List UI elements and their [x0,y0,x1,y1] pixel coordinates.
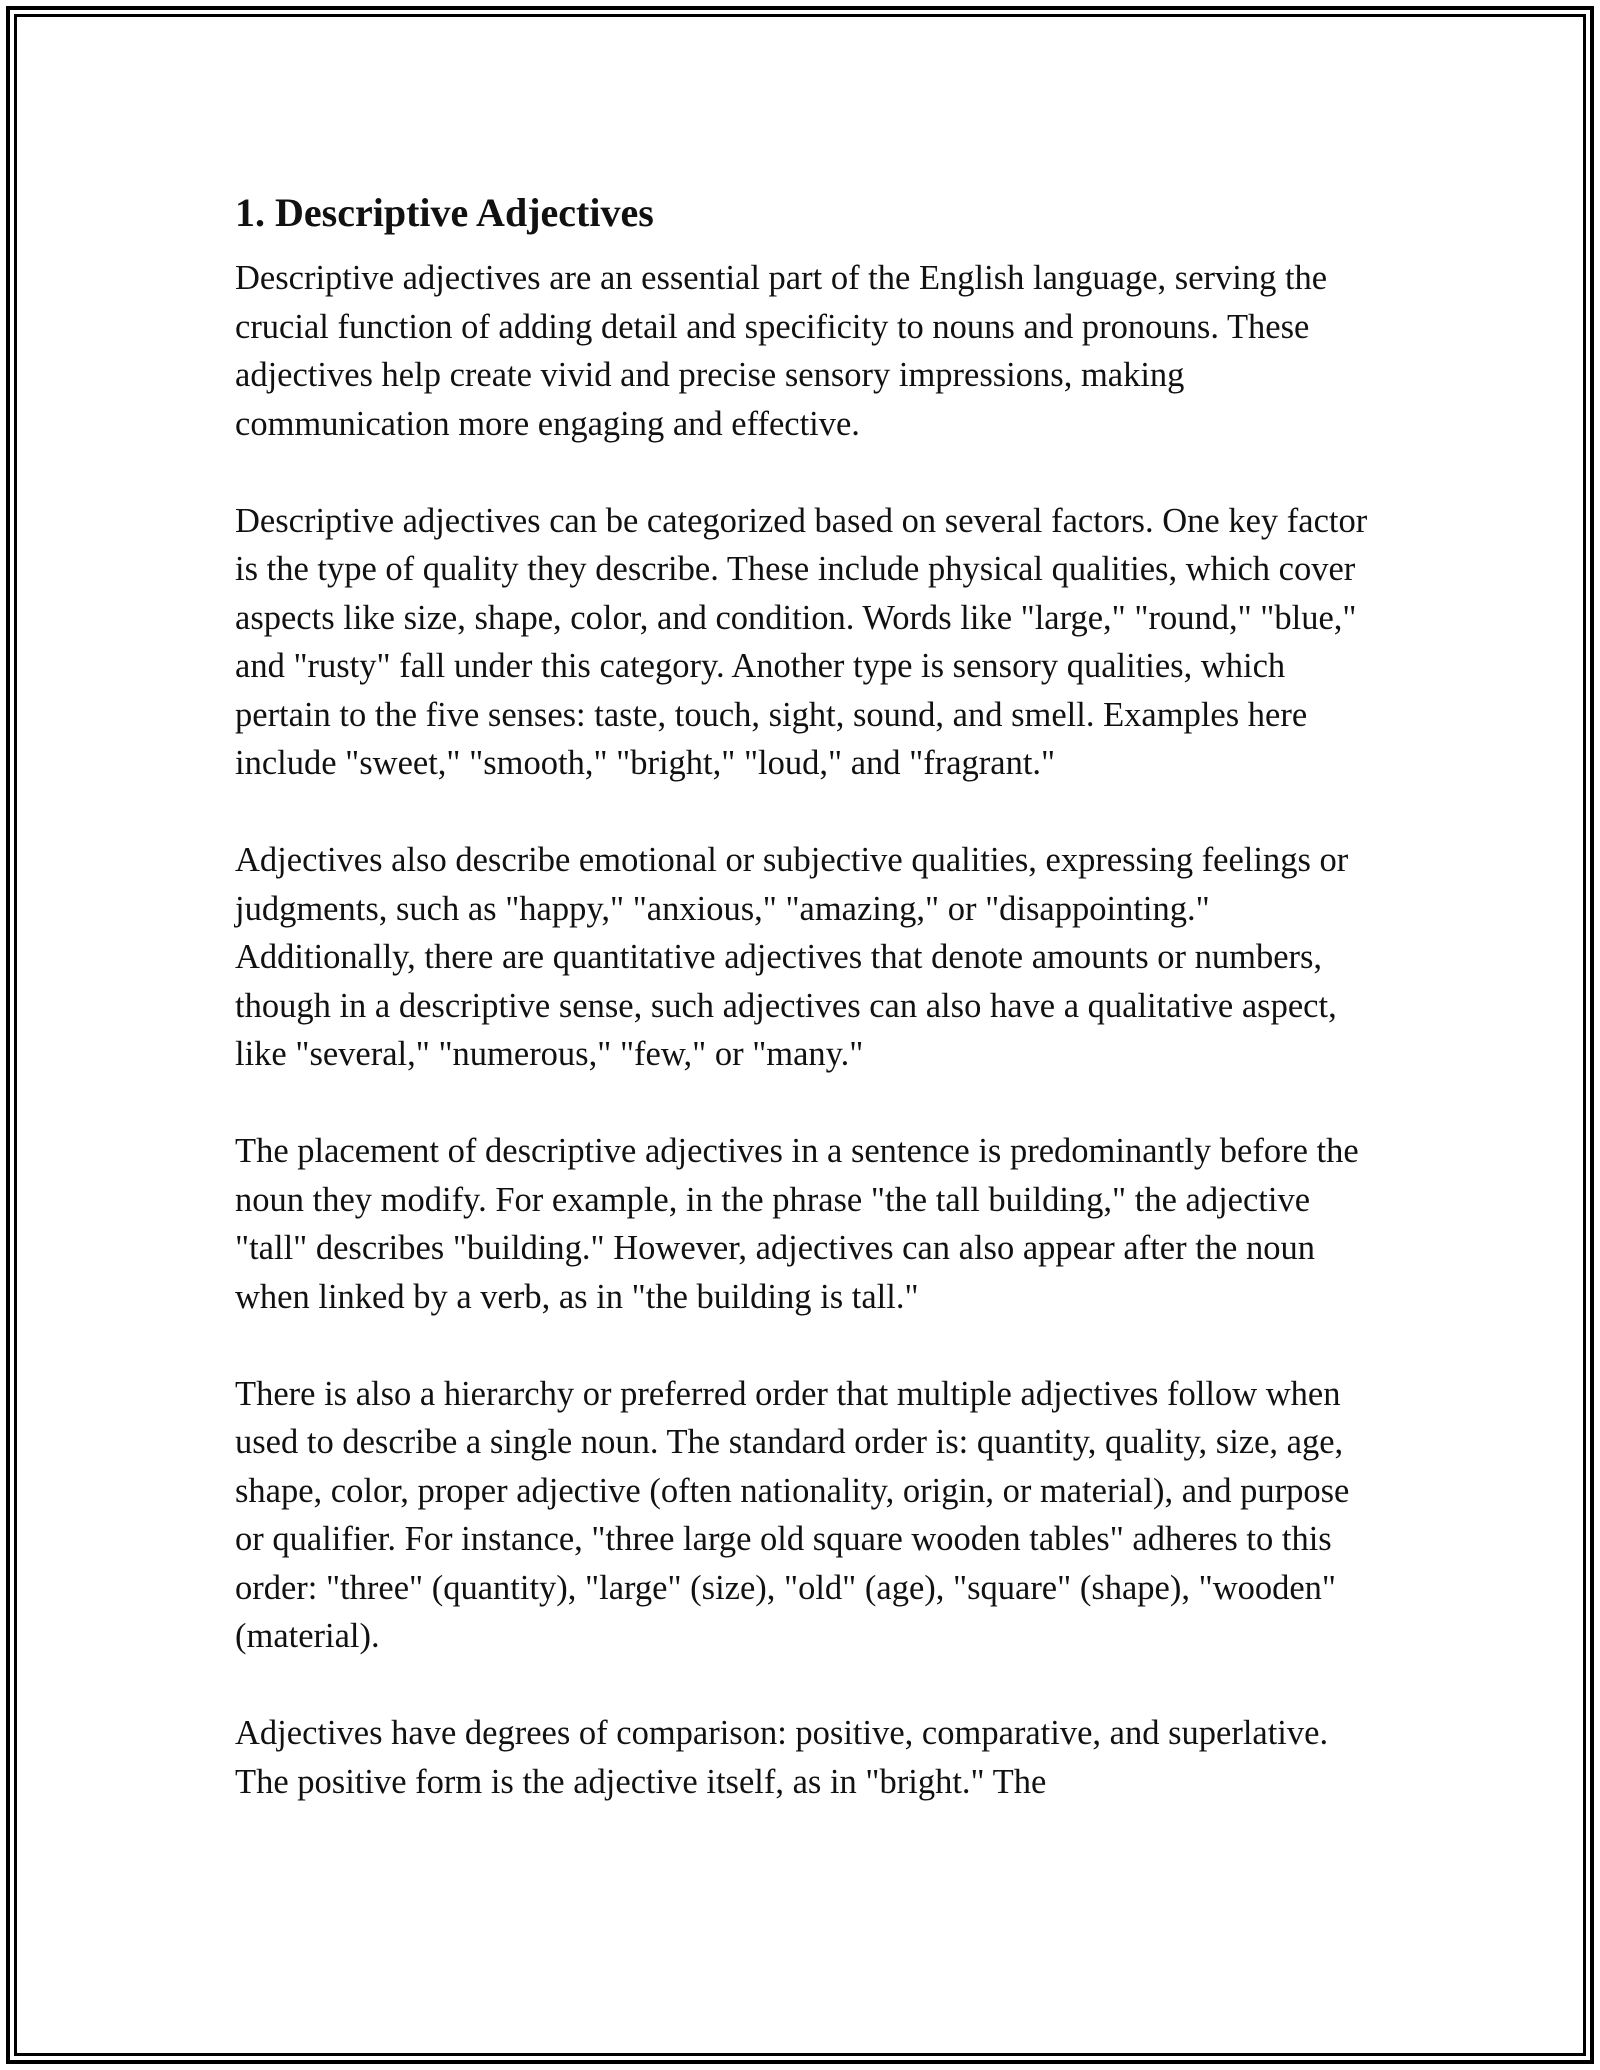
paragraph-placement: The placement of descriptive adjectives in a sentence is predominantly before the noun they modify. For example, in the phrase "the tall building," the adjective "tall" describes "building." However, adjectives can also appear after the noun when linked by a verb, as in "the building is tall." [235,1132,1359,1316]
paragraph-comparison: Adjectives have degrees of comparison: positive, comparative, and superlative. The positive form is the adjective itself, as in "bright." The [235,1714,1329,1801]
paragraph-emotional-quantitative: Adjectives also describe emotional or subjective qualities, expressing feelings or judgments, such as "happy," "anxious," "amazing," or "disappointing." Additionally, there are quantitative adjectives that denote amounts or numbers, though in a descriptive sense, such adjectives can also have a qualitative aspect, like "several," "numerous," "few," or "many." [235,841,1349,1073]
document-body [235,186,1375,1855]
paragraph-intro: Descriptive adjectives are an essential part of the English language, serving the crucial function of adding detail and specificity to nouns and pronouns. These adjectives help create vivid and precise sensory impressions, making communication more engaging and effective. [235,259,1328,443]
section-heading: 1. Descriptive Adjectives [235,190,654,235]
paragraph-categories: Descriptive adjectives can be categorized based on several factors. One key factor is the type of quality they describe. These include physical qualities, which cover aspects like size, shape, color, and condition. Words like "large," "round," "blue," and "rusty" fall under this category. Another type is sensory qualities, which pertain to the five senses: taste, touch, sight, sound, and smell. Examples here include "sweet," "smooth," "bright," "loud," and "fragrant." [235,501,1368,782]
paragraph-order: There is also a hierarchy or preferred order that multiple adjectives follow when used to describe a single noun. The standard order is: quantity, quality, size, age, shape, color, proper adjective (often nationality, origin, or material), and purpose or qualifier. For instance, "three large old square wooden tables" adheres to this order: "three" (quantity), "large" (size), "old" (age), "square" (shape), "wooden" (material). [235,1374,1350,1655]
